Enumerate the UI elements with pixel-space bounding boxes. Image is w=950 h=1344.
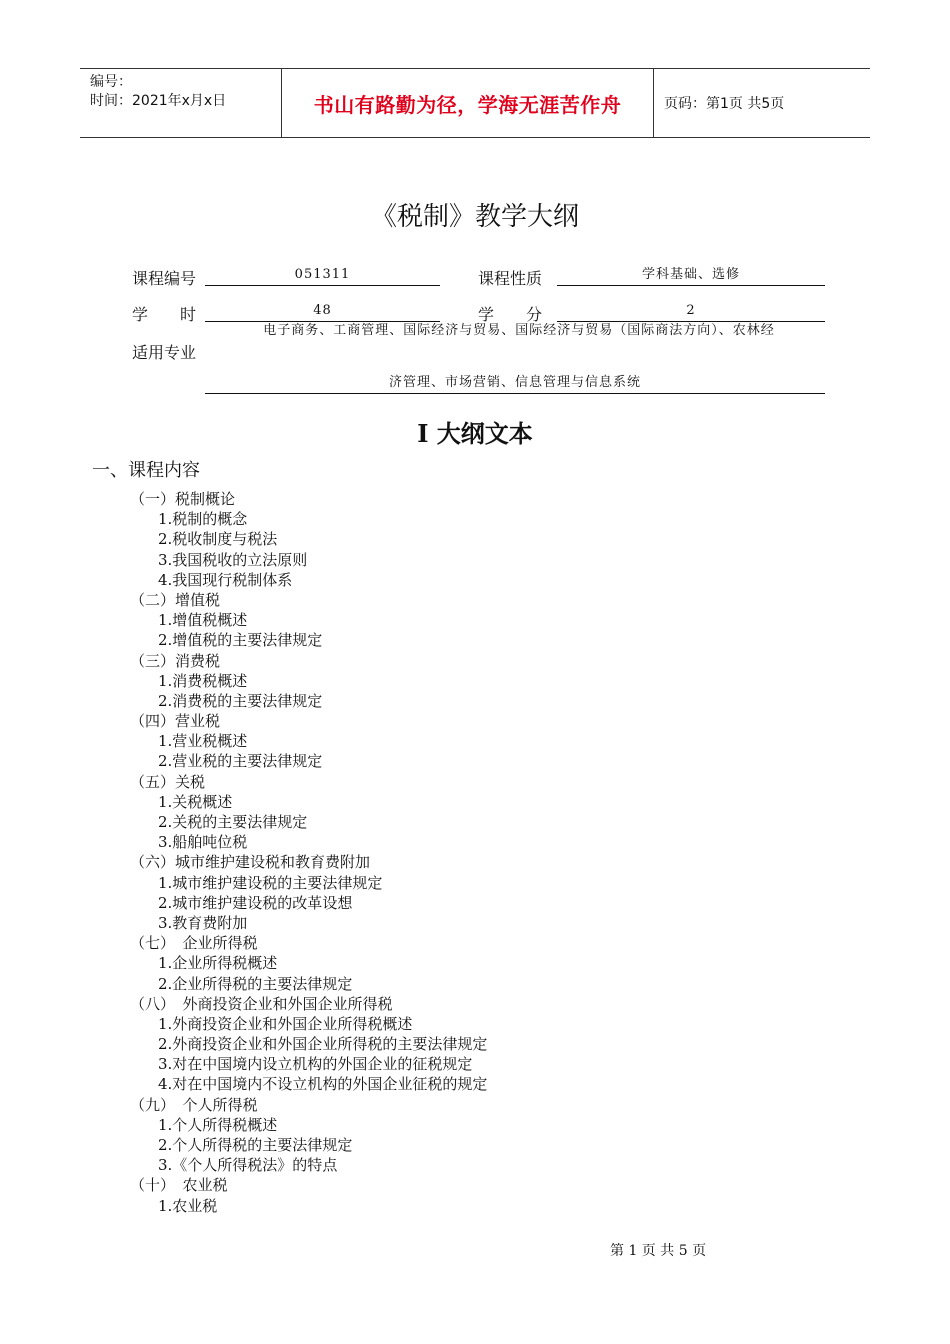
course-nature-label: 课程性质 (478, 269, 543, 288)
page-info-cell (654, 69, 870, 137)
course-code-label: 课程编号 (132, 269, 197, 288)
outline-item: 3.我国税收的立法原则 (158, 550, 308, 569)
outline-item: 2.城市维护建设税的改革设想 (158, 893, 353, 912)
outline-item: 2.增值税的主要法律规定 (158, 631, 323, 650)
time-label: 时间：2021年x月x日 (90, 93, 227, 109)
outline-heading: （一）税制概论 (130, 490, 236, 508)
outline-item: 1.消费税概述 (158, 671, 248, 690)
outline-item: 1.外商投资企业和外国企业所得税概述 (158, 1014, 413, 1033)
document-title: 《税制》教学大纲 (370, 202, 579, 232)
outline-heading: （十） 农业税 (130, 1176, 228, 1195)
motto-text: 书山有路勤为径，学海无涯苦作舟 (313, 92, 622, 117)
major-line-2: 济管理、市场营销、信息管理与信息系统 (205, 373, 825, 394)
outline-heading: （八） 外商投资企业和外国企业所得税 (130, 994, 393, 1013)
credit-value: 2 (557, 301, 825, 322)
page-footer: 第 1 页 共 5 页 (610, 1243, 707, 1259)
header-meta-cell (80, 69, 282, 137)
outline-heading: （六）城市维护建设税和教育费附加 (130, 853, 371, 872)
course-code-value: 051311 (205, 265, 440, 286)
section-title: I 大纲文本 (417, 419, 533, 448)
outline-item: 1.农业税 (158, 1196, 218, 1215)
major-line-1: 电子商务、工商管理、国际经济与贸易、国际经济与贸易（国际商法方向）、农林经 (263, 323, 775, 338)
credit-label: 学 分 (478, 305, 543, 324)
outline-item: 1.税制的概念 (158, 510, 248, 529)
course-nature-value: 学科基础、选修 (557, 265, 825, 286)
outline-item: 3.《个人所得税法》的特点 (158, 1156, 338, 1175)
outline-item: 3.教育费附加 (158, 913, 248, 932)
outline-heading: （三）消费税 (130, 651, 221, 670)
hours-label: 学 时 (132, 305, 197, 324)
header-motto-cell (282, 69, 654, 137)
major-label: 适用专业 (132, 343, 197, 362)
outline-item: 3.船舶吨位税 (158, 833, 248, 852)
hours-value: 48 (205, 301, 440, 322)
outline-item: 1.企业所得税概述 (158, 954, 278, 973)
number-label: 编号： (90, 74, 132, 90)
outline-item: 4.我国现行税制体系 (158, 570, 293, 589)
outline-item: 1.个人所得税概述 (158, 1115, 278, 1134)
outline-item: 2.税收制度与税法 (158, 530, 278, 549)
outline-item: 2.企业所得税的主要法律规定 (158, 974, 353, 993)
outline-heading: （四）营业税 (130, 712, 221, 731)
outline-item: 1.关税概述 (158, 792, 233, 811)
outline-item: 2.外商投资企业和外国企业所得税的主要法律规定 (158, 1035, 488, 1054)
course-outline (130, 489, 830, 1216)
outline-item: 2.消费税的主要法律规定 (158, 691, 323, 710)
header-table (80, 68, 870, 138)
outline-heading: （二）增值税 (130, 590, 221, 609)
heading-course-content: 一、课程内容 (92, 460, 200, 481)
outline-item: 2.个人所得税的主要法律规定 (158, 1136, 353, 1154)
outline-heading: （九） 个人所得税 (130, 1095, 258, 1114)
page-info: 页码：第1页 共5页 (664, 96, 785, 112)
outline-item: 1.增值税概述 (158, 611, 248, 630)
outline-item: 1.营业税概述 (158, 732, 248, 751)
outline-item: 2.关税的主要法律规定 (158, 813, 308, 831)
outline-item: 3.对在中国境内设立机构的外国企业的征税规定 (158, 1055, 473, 1074)
outline-heading: （五）关税 (130, 772, 206, 791)
outline-item: 4.对在中国境内不设立机构的外国企业征税的规定 (158, 1075, 488, 1094)
outline-item: 1.城市维护建设税的主要法律规定 (158, 873, 383, 892)
outline-item: 2.营业税的主要法律规定 (158, 752, 323, 771)
outline-heading: （七） 企业所得税 (130, 934, 258, 953)
